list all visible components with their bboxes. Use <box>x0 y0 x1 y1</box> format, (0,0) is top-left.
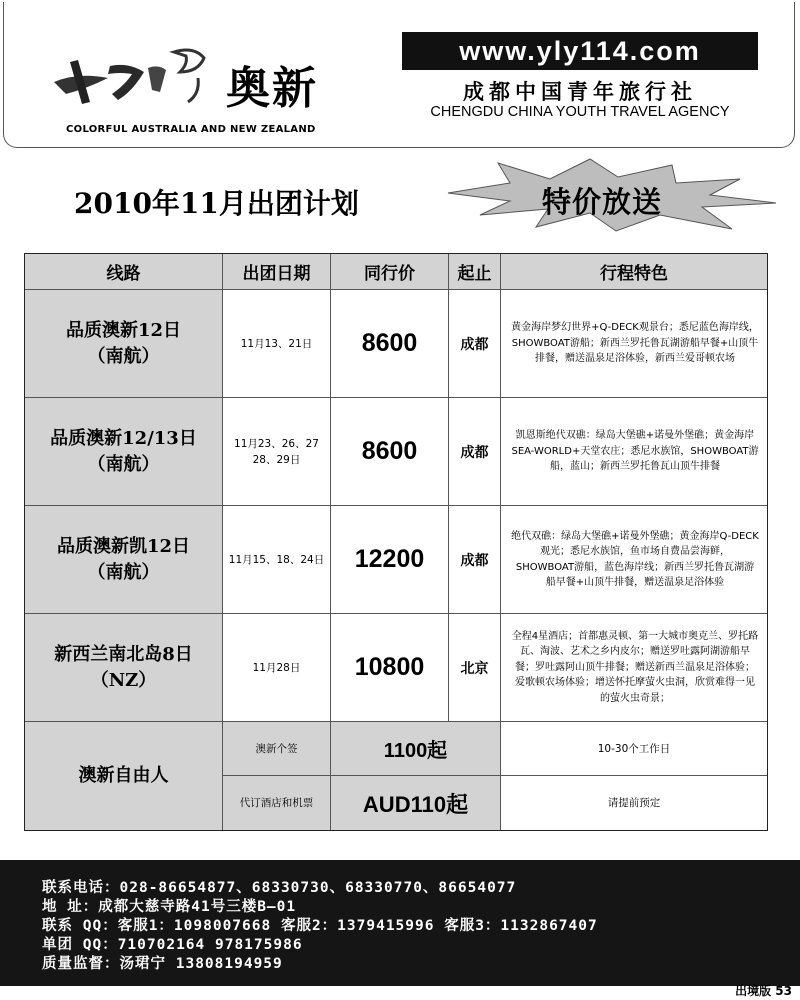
table-row-features: 凯恩斯绝代双礁：绿岛大堡礁+诺曼外堡礁；黄金海岸SEA-WORLD+天堂农庄；悉尼水族馆，SHOWBOAT游船，蓝山；新西兰罗托鲁瓦山顶牛排餐 <box>501 398 767 506</box>
quality-supervision: 质量监督：汤珺宁 13808194959 <box>42 956 283 972</box>
agency-name-en: CHENGDU CHINA YOUTH TRAVEL AGENCY <box>430 104 730 120</box>
website-url[interactable]: www.yly114.com <box>402 32 758 70</box>
table-row-dates: 11月23、26、27 28、29日 <box>223 398 331 506</box>
header-price: 同行价 <box>331 254 449 290</box>
table-row-route: 品质澳新12/13日 （南航） <box>25 398 223 506</box>
logo-subtitle: COLORFUL AUSTRALIA AND NEW ZEALAND <box>66 124 316 135</box>
group-qq: 单团 QQ：710702164 978175986 <box>42 937 303 953</box>
table-row-route: 品质澳新12日 （南航） <box>25 290 223 398</box>
table-row-dates: 11月13、21日 <box>223 290 331 398</box>
table-row-features: 绝代双礁：绿岛大堡礁+诺曼外堡礁；黄金海岸Q-DECK观光；悉尼水族馆，鱼市场自费品尝海鲜，SHOWBOAT游船，蓝色海岸线；新西兰罗托鲁瓦湖游船早餐+山顶牛排餐，赠送温泉足浴体验 <box>501 506 767 614</box>
free-travel-label: 澳新自由人 <box>25 722 223 830</box>
table-row-departure: 成都 <box>449 398 501 506</box>
free-travel-item-price: 1100起 <box>331 722 501 776</box>
header-route: 线路 <box>25 254 223 290</box>
page-number: 出境版 53 <box>735 984 792 998</box>
table-row-departure: 成都 <box>449 506 501 614</box>
free-travel-item-name: 代订酒店和机票 <box>223 776 331 830</box>
free-travel-item-note: 10-30个工作日 <box>501 722 767 776</box>
logo-title: 奥新 <box>226 63 318 114</box>
table-row-price: 8600 <box>331 290 449 398</box>
table-row-features: 黄金海岸梦幻世界+Q-DECK观景台；悉尼蓝色海岸线，SHOWBOAT游船；新西兰罗托鲁瓦湖游船早餐+山顶牛排餐，赠送温泉足浴体验，新西兰爱哥顿农场 <box>501 290 767 398</box>
header-departure: 起止 <box>449 254 501 290</box>
free-travel-item-price: AUD110起 <box>331 776 501 830</box>
table-row-dates: 11月28日 <box>223 614 331 722</box>
table-row-price: 12200 <box>331 506 449 614</box>
contact-address: 地 址：成都大慈寺路41号三楼B—01 <box>42 899 297 915</box>
contact-phone: 联系电话：028-86654877、68330730、68330770、86654077 <box>42 880 517 896</box>
free-travel-item-note: 请提前预定 <box>501 776 767 830</box>
special-offer-badge: 特价放送 <box>541 185 662 219</box>
table-row-departure: 成都 <box>449 290 501 398</box>
table-row-dates: 11月15、18、24日 <box>223 506 331 614</box>
table-row-price: 10800 <box>331 614 449 722</box>
table-row-route: 品质澳新凯12日 （南航） <box>25 506 223 614</box>
table-row-departure: 北京 <box>449 614 501 722</box>
agency-name-cn: 成都中国青年旅行社 <box>463 80 697 104</box>
plan-title: 2010年11月出团计划 <box>74 187 359 220</box>
table-row-price: 8600 <box>331 398 449 506</box>
calligraphy-logo-icon <box>48 42 224 112</box>
header-date: 出团日期 <box>223 254 331 290</box>
tour-table <box>24 253 768 831</box>
header-features: 行程特色 <box>501 254 767 290</box>
contact-qq: 联系 QQ：客服1：1098007668 客服2：1379415996 客服3：1132867407 <box>42 918 598 934</box>
table-row-features: 全程4星酒店；首都惠灵顿、第一大城市奥克兰、罗托路瓦、淘波、艺术之乡内皮尔；赠送罗吐露阿湖游船早餐；罗吐露阿山顶牛排餐；赠送新西兰温泉足浴体验；爱歌顿农场体验；增送怀托摩萤火虫洞，欣赏难得一见的萤火虫奇景； <box>501 614 767 722</box>
contact-footer <box>0 860 800 986</box>
table-row-route: 新西兰南北岛8日 （NZ） <box>25 614 223 722</box>
free-travel-item-name: 澳新个签 <box>223 722 331 776</box>
